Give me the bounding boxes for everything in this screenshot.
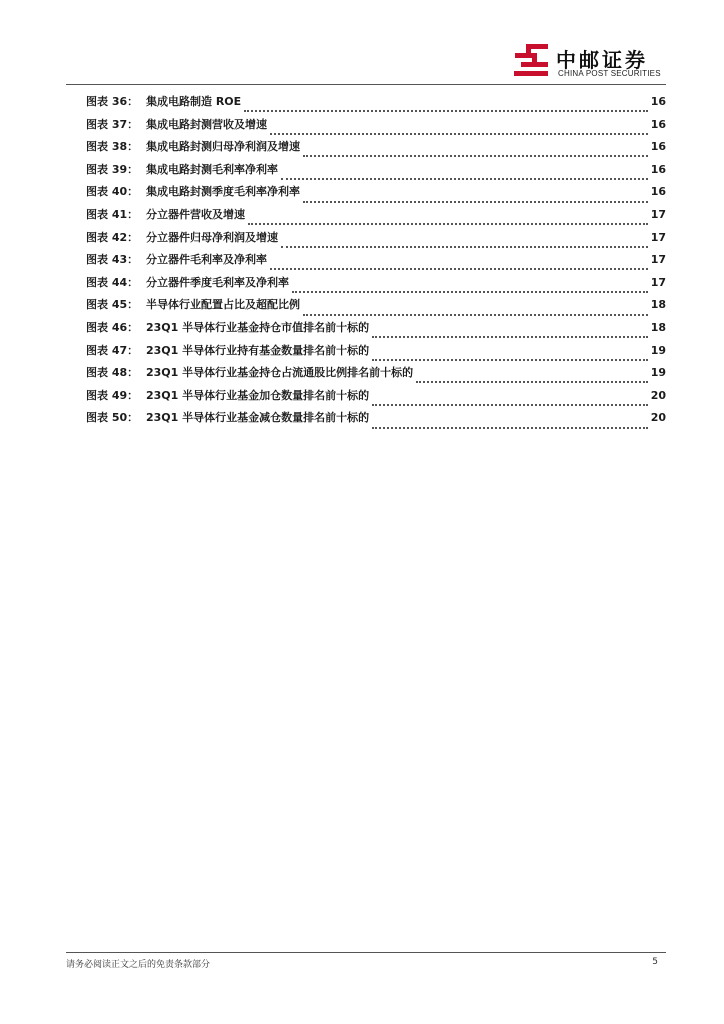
- toc-entry-title: 23Q1 半导体行业基金持仓市值排名前十标的: [146, 320, 370, 334]
- toc-leader-dots: [270, 123, 648, 135]
- toc-leader-dots: [303, 191, 648, 203]
- toc-leader-dots: [372, 417, 648, 429]
- toc-entry[interactable]: [86, 160, 666, 183]
- toc-entry-number: 图表 47：: [86, 343, 139, 357]
- toc-leader-dots: [281, 236, 648, 248]
- toc-entry-title: 集成电路制造 ROE: [146, 95, 242, 108]
- toc-entry-number: 图表 42：: [86, 230, 139, 244]
- toc-entry-number: 图表 50：: [86, 411, 139, 425]
- toc-entry-number: 图表 39：: [86, 162, 139, 176]
- toc-leader-dots: [303, 145, 648, 157]
- toc-entry-number: 图表 45：: [86, 298, 139, 312]
- toc-entry[interactable]: [86, 318, 666, 341]
- toc-entry[interactable]: [86, 363, 666, 386]
- toc-entry-title: 分立器件营收及增速: [146, 207, 245, 221]
- toc-entry-title: 集成电路封测季度毛利率净利率: [146, 185, 300, 199]
- toc-entry[interactable]: [86, 92, 666, 115]
- toc-entry[interactable]: [86, 273, 666, 296]
- toc-entry-title: 集成电路封测毛利率净利率: [146, 162, 278, 176]
- toc-entry[interactable]: [86, 341, 666, 364]
- toc-leader-dots: [372, 349, 648, 361]
- toc-entry-number: 图表 38：: [86, 140, 139, 154]
- toc-entry-title: 23Q1 半导体行业基金加仓数量排名前十标的: [146, 388, 370, 402]
- toc-leader-dots: [292, 281, 648, 293]
- toc-entry[interactable]: [86, 408, 666, 431]
- toc-entry-page: 17: [650, 253, 666, 267]
- figure-list: [86, 92, 666, 431]
- toc-entry-page: 16: [650, 185, 666, 199]
- toc-entry-page: 20: [650, 411, 666, 425]
- toc-leader-dots: [281, 168, 648, 180]
- company-logo: [512, 42, 672, 82]
- toc-entry[interactable]: [86, 228, 666, 251]
- toc-entry-number: 图表 44：: [86, 275, 139, 289]
- toc-entry-number: 图表 49：: [86, 388, 139, 402]
- toc-entry-title: 23Q1 半导体行业基金减仓数量排名前十标的: [146, 411, 370, 425]
- toc-entry-number: 图表 48：: [86, 366, 139, 380]
- toc-entry[interactable]: [86, 182, 666, 205]
- toc-entry-page: 19: [650, 366, 666, 380]
- toc-entry-title: 集成电路封测归母净利润及增速: [146, 140, 300, 154]
- toc-entry[interactable]: [86, 295, 666, 318]
- toc-entry-page: 18: [650, 298, 666, 312]
- toc-entry-page: 16: [650, 95, 666, 108]
- toc-entry[interactable]: [86, 115, 666, 138]
- toc-entry-number: 图表 43：: [86, 253, 139, 267]
- toc-leader-dots: [244, 100, 648, 112]
- toc-entry-number: 图表 37：: [86, 117, 139, 131]
- toc-entry-page: 17: [650, 207, 666, 221]
- toc-entry[interactable]: [86, 137, 666, 160]
- toc-entry-page: 16: [650, 117, 666, 131]
- toc-leader-dots: [372, 326, 648, 338]
- toc-entry-title: 集成电路封测营收及增速: [146, 117, 267, 131]
- toc-entry-number: 图表 36：: [86, 95, 139, 108]
- toc-entry-title: 23Q1 半导体行业基金持仓占流通股比例排名前十标的: [146, 366, 414, 380]
- toc-entry-page: 18: [650, 320, 666, 334]
- china-post-logo-icon: [512, 42, 552, 82]
- toc-entry-page: 16: [650, 162, 666, 176]
- toc-entry-number: 图表 40：: [86, 185, 139, 199]
- footer-divider: [66, 952, 666, 953]
- logo-chinese-name: 中邮证券: [556, 48, 648, 72]
- toc-leader-dots: [416, 371, 648, 383]
- toc-leader-dots: [372, 394, 648, 406]
- toc-entry-title: 分立器件毛利率及净利率: [146, 253, 267, 267]
- toc-leader-dots: [248, 213, 648, 225]
- toc-entry[interactable]: [86, 250, 666, 273]
- toc-entry[interactable]: [86, 386, 666, 409]
- page-number: 5: [652, 957, 658, 967]
- toc-entry-title: 分立器件季度毛利率及净利率: [146, 275, 289, 289]
- toc-leader-dots: [270, 258, 648, 270]
- toc-entry-number: 图表 46：: [86, 320, 139, 334]
- toc-entry-title: 23Q1 半导体行业持有基金数量排名前十标的: [146, 343, 370, 357]
- page-header: [0, 0, 724, 86]
- toc-entry-number: 图表 41：: [86, 207, 139, 221]
- toc-entry-page: 17: [650, 230, 666, 244]
- toc-entry-page: 19: [650, 343, 666, 357]
- toc-entry-page: 16: [650, 140, 666, 154]
- toc-entry-title: 半导体行业配置占比及超配比例: [146, 298, 300, 312]
- header-divider: [66, 84, 666, 85]
- toc-entry-page: 20: [650, 388, 666, 402]
- toc-entry[interactable]: [86, 205, 666, 228]
- toc-entry-title: 分立器件归母净利润及增速: [146, 230, 278, 244]
- logo-english-name: CHINA POST SECURITIES: [558, 69, 661, 78]
- toc-leader-dots: [303, 304, 648, 316]
- toc-entry-page: 17: [650, 275, 666, 289]
- disclaimer-note: 请务必阅读正文之后的免责条款部分: [66, 960, 211, 970]
